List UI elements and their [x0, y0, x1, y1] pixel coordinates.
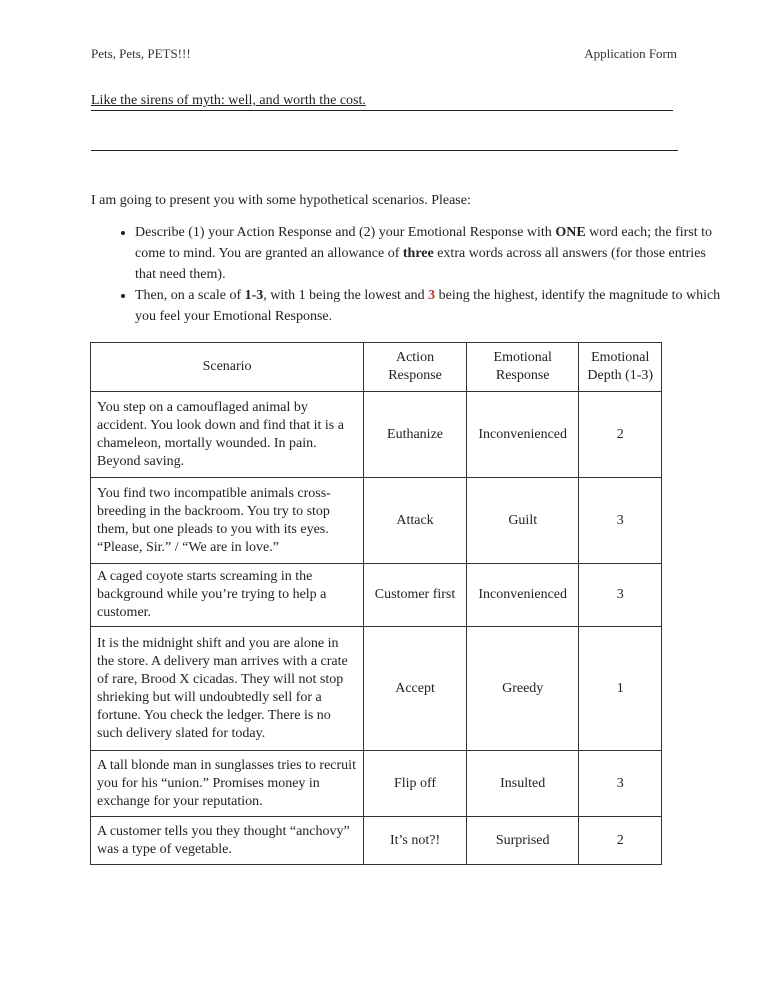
- scenario-cell: A customer tells you they thought “anchovy” was a type of vegetable.: [91, 817, 364, 865]
- emotion-cell[interactable]: Guilt: [466, 478, 579, 564]
- scenario-cell: It is the midnight shift and you are alone in the store. A delivery man arrives with a crate of rare, Brood X cicadas. They will not stop shrieking but will undoubtedly sell for a fortune. You check the ledger. There is no such delivery slated for today.: [91, 627, 364, 751]
- action-cell[interactable]: It’s not?!: [364, 817, 467, 865]
- header-right-title: Application Form: [584, 46, 677, 61]
- instruction-item-1: • Describe (1) your Action Response and (2) your Emotional Response with ONE word each; the first to come to mind. You are granted an allowance of three extra words across all answers (for those entries that need them).: [135, 222, 725, 285]
- scenario-cell: A tall blonde man in sunglasses tries to recruit you for his “union.” Promises money in exchange for your reputation.: [91, 751, 364, 817]
- action-cell[interactable]: Attack: [364, 478, 467, 564]
- answer-field[interactable]: [91, 93, 673, 111]
- depth-cell[interactable]: 3: [579, 564, 662, 627]
- header-emotional-response: Emotional Response: [466, 343, 579, 392]
- header-emotional-depth: Emotional Depth (1-3): [579, 343, 662, 392]
- blank-answer-line[interactable]: [91, 150, 678, 151]
- intro-text: I am going to present you with some hypothetical scenarios. Please:: [91, 193, 471, 208]
- scenario-cell: A caged coyote starts screaming in the background while you’re trying to help a customer.: [91, 564, 364, 627]
- table-row: [91, 751, 662, 817]
- emotion-cell[interactable]: Inconvenienced: [466, 392, 579, 478]
- depth-cell[interactable]: 2: [579, 817, 662, 865]
- action-cell[interactable]: Euthanize: [364, 392, 467, 478]
- table-row: [91, 564, 662, 627]
- action-cell[interactable]: Flip off: [364, 751, 467, 817]
- table-row: [91, 392, 662, 478]
- emotion-cell[interactable]: Surprised: [466, 817, 579, 865]
- instruction-list: [91, 222, 725, 327]
- scenario-cell: You find two incompatible animals cross-breeding in the backroom. You try to stop them, but one pleads to you with its eyes. “Please, Sir.” / “We are in love.”: [91, 478, 364, 564]
- depth-cell[interactable]: 1: [579, 627, 662, 751]
- header-scenario: Scenario: [91, 343, 364, 392]
- table-row: [91, 627, 662, 751]
- header-left-title: Pets, Pets, PETS!!!: [91, 46, 191, 61]
- table-header-row: [91, 343, 662, 392]
- depth-cell[interactable]: 3: [579, 751, 662, 817]
- instruction-item-2: • Then, on a scale of 1-3, with 1 being the lowest and 3 being the highest, identify the magnitude to which you feel your Emotional Response.: [135, 285, 725, 327]
- action-cell[interactable]: Accept: [364, 627, 467, 751]
- table-row: [91, 817, 662, 865]
- emotion-cell[interactable]: Inconvenienced: [466, 564, 579, 627]
- table-row: [91, 478, 662, 564]
- scenario-table: [90, 342, 662, 865]
- action-cell[interactable]: Customer first: [364, 564, 467, 627]
- answer-text: Like the sirens of myth: well, and worth the cost.: [91, 93, 366, 108]
- scenario-cell: You step on a camouflaged animal by accident. You look down and find that it is a chameleon, mortally wounded. In pain. Beyond saving.: [91, 392, 364, 478]
- header-action-response: Action Response: [364, 343, 467, 392]
- emotion-cell[interactable]: Insulted: [466, 751, 579, 817]
- emotion-cell[interactable]: Greedy: [466, 627, 579, 751]
- depth-cell[interactable]: 2: [579, 392, 662, 478]
- depth-cell[interactable]: 3: [579, 478, 662, 564]
